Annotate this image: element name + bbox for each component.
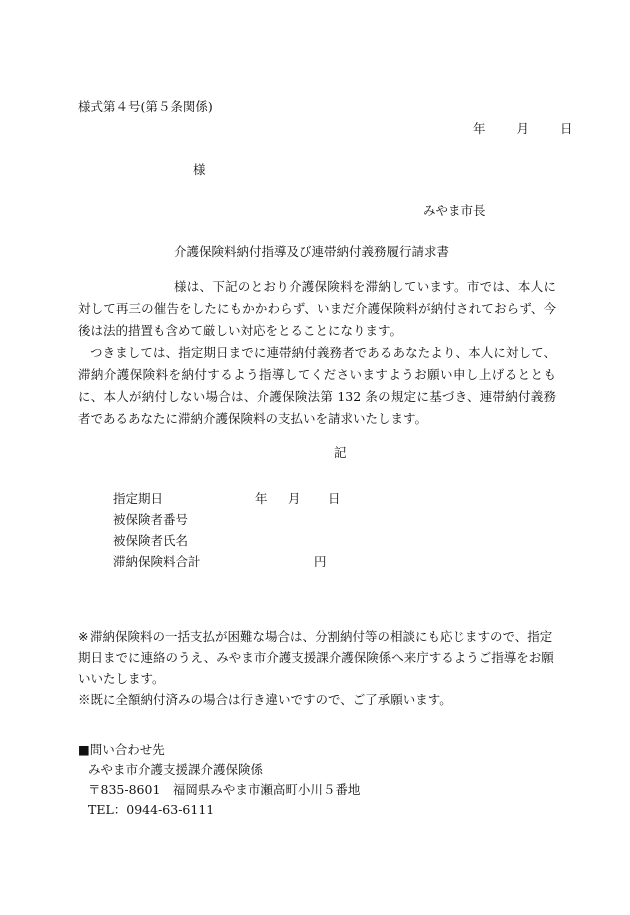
contact-department: みやま市介護支援課介護保険係 [88,762,264,777]
due-date-label: 指定期日 [113,491,164,506]
body-text [78,276,556,430]
document-title: 介護保険料納付指導及び連帯納付義務履行請求書 [174,244,450,259]
details-list [113,488,341,572]
contact-heading: ■問い合わせ先 [78,742,165,757]
sender: みやま市長 [423,203,486,218]
contact-tel: TEL：0944-63-6111 [88,802,215,817]
addressee-suffix: 様 [193,162,206,177]
yen-label: 円 [314,554,327,569]
date-day-label: 日 [560,121,573,136]
note-installment-text: 滞納保険料の一括支払が困難な場合は、分割納付等の相談にも応じますので、指定期日までに連絡のうえ、みやま市介護支援課介護保険係へ来庁するようご指導をお願いいたします。 [78,629,554,686]
due-year-label: 年 [255,491,268,506]
due-day-label: 日 [328,491,341,506]
ki-heading: 記 [334,445,347,460]
note-installment [78,626,562,689]
note-mark: ※ [78,629,89,644]
issue-date [473,123,573,136]
insured-name-label: 被保険者氏名 [113,533,189,548]
insured-number-label: 被保険者番号 [113,512,189,527]
due-date-row [113,488,341,509]
insured-number-row [113,509,201,530]
form-number: 様式第４号(第５条関係) [78,99,213,114]
contact-address: 〒835-8601 福岡県みやま市瀬高町小川５番地 [88,782,361,797]
body-paragraph-2: つきましては、指定期日までに連帯納付義務者であるあなたより、本人に対して、滞納介護保険料を納付するよう指導してくださいますようお願い申し上げるとともに、本人が納付しない場合は、介護保険法第 132 条の規定に基づき、連帯納付義務者であるあなたに滞納介護保険料の支払いを請求いたします。 [78,345,556,426]
date-year-label: 年 [473,121,486,136]
contact-block [78,740,360,820]
insured-name-row [113,530,201,551]
total-row [113,551,327,572]
due-month-label: 月 [288,491,301,506]
body-paragraph-1: 様は、下記のとおり介護保険料を滞納しています。市では、本人に対して再三の催告をしたにもかかわらず、いまだ介護保険料が納付されておらず、今後は法的措置も含めて厳しい対応をとることになります。 [78,279,556,338]
note-already-paid: ※既に全額納付済みの場合は行き違いですので、ご了承願います。 [78,692,452,707]
total-label: 滞納保険料合計 [113,554,201,569]
date-month-label: 月 [516,121,530,136]
